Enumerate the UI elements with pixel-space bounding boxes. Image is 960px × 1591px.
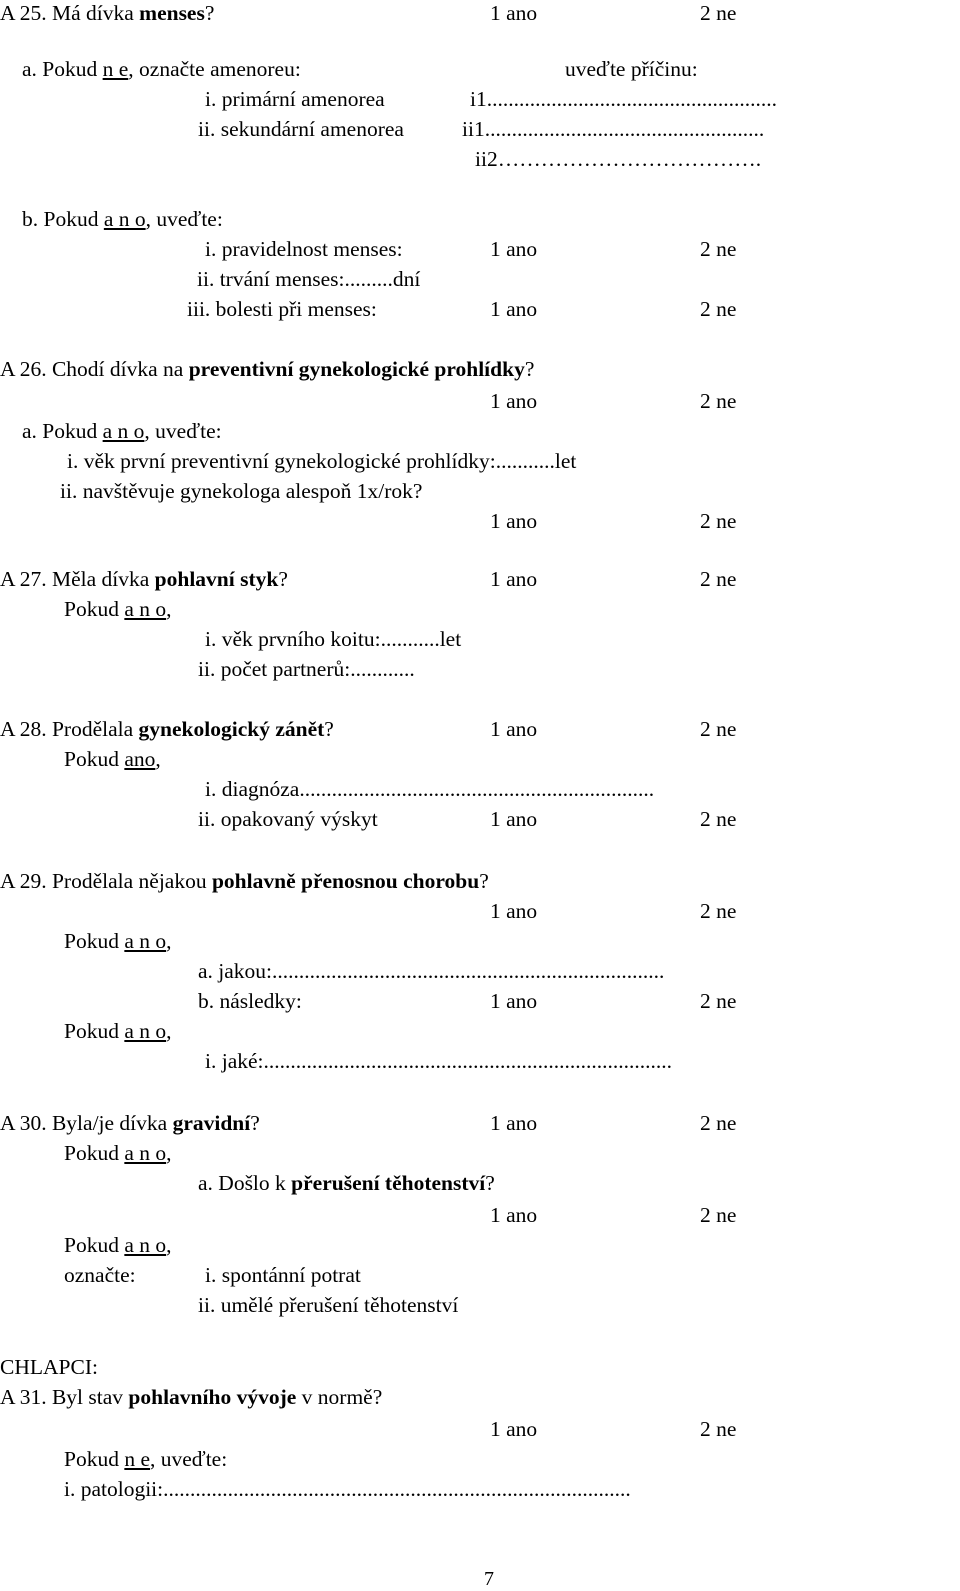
question-text: A 28. Prodělala	[0, 717, 139, 741]
option-no[interactable]: 2 ne	[700, 1417, 737, 1441]
item-yearly-visit: ii. navštěvuje gynekologa alespoň 1x/rok?	[60, 479, 423, 503]
underlined-answer: a n o	[103, 207, 146, 231]
option-no[interactable]: 2 ne	[700, 1, 737, 25]
option-no[interactable]: 2 ne	[700, 567, 737, 591]
sub-question	[64, 1140, 172, 1166]
label: , označte amenoreu:	[128, 57, 301, 81]
question-a26	[0, 356, 534, 382]
question-a31	[0, 1384, 382, 1410]
option-yes[interactable]: 1 ano	[490, 1203, 538, 1227]
option-no[interactable]: 2 ne	[700, 297, 737, 321]
item-consequences: b. následky:	[198, 989, 302, 1013]
question-text: ?	[250, 1111, 260, 1135]
question-a28	[0, 716, 334, 742]
underlined-answer: a n o	[124, 929, 167, 953]
underlined-answer: a n o	[124, 1141, 167, 1165]
item-diagnosis[interactable]: i. diagnóza..................................................................	[205, 777, 655, 801]
underlined-answer: n e	[102, 57, 129, 81]
option-no[interactable]: 2 ne	[700, 989, 737, 1013]
option-spontaneous-abortion[interactable]: i. spontánní potrat	[205, 1263, 361, 1287]
sub-question	[64, 928, 172, 954]
item-duration[interactable]: ii. trvání menses:.........dní	[197, 267, 421, 291]
underlined-answer: a n o	[102, 419, 145, 443]
item-partner-count[interactable]: ii. počet partnerů:............	[198, 657, 415, 681]
fill-line[interactable]: ii1....................................................	[462, 117, 765, 141]
option-no[interactable]: 2 ne	[700, 509, 737, 533]
sub-question	[64, 1446, 227, 1472]
question-text: ?	[324, 717, 334, 741]
label: , uveďte:	[145, 207, 223, 231]
question-keyword: menses	[139, 1, 205, 25]
option-no[interactable]: 2 ne	[700, 1111, 737, 1135]
label: , uveďte:	[150, 1447, 228, 1471]
item-what[interactable]: i. jaké:............................................................................	[205, 1049, 673, 1073]
question-text: A 27. Měla dívka	[0, 567, 155, 591]
label: Pokud	[64, 929, 125, 953]
option-yes[interactable]: 1 ano	[490, 567, 538, 591]
question-a29	[0, 868, 489, 894]
question-text: ?	[204, 1, 215, 25]
label: a. Pokud	[22, 57, 103, 81]
question-keyword: gynekologický zánět	[138, 717, 325, 741]
item-pathology[interactable]: i. patologii:.......................................................................................	[64, 1477, 631, 1501]
option-induced-abortion[interactable]: ii. umělé přerušení těhotenství	[198, 1293, 459, 1317]
question-text: A 26. Chodí dívka na	[0, 357, 189, 381]
label: ,	[155, 747, 161, 771]
option-yes[interactable]: 1 ano	[490, 1111, 538, 1135]
sub-question	[22, 206, 223, 232]
question-text: ?	[278, 567, 288, 591]
question-keyword: pohlavního vývoje	[128, 1385, 297, 1409]
question-keyword: přerušení těhotenství	[291, 1171, 486, 1195]
label: Pokud	[64, 1019, 125, 1043]
label: Pokud	[64, 747, 125, 771]
item-regularity: i. pravidelnost menses:	[205, 237, 403, 261]
question-text: v normě?	[296, 1385, 383, 1409]
cause-label: uveďte příčinu:	[565, 57, 698, 81]
fill-line[interactable]: i1......................................................	[470, 87, 777, 111]
sub-question	[64, 746, 161, 772]
label: , uveďte:	[144, 419, 222, 443]
section-heading-boys: CHLAPCI:	[0, 1355, 98, 1379]
sub-question	[64, 1232, 172, 1258]
option-no[interactable]: 2 ne	[700, 389, 737, 413]
option-no[interactable]: 2 ne	[700, 807, 737, 831]
underlined-answer: n e	[124, 1447, 151, 1471]
label: ,	[166, 1019, 172, 1043]
option-no[interactable]: 2 ne	[700, 717, 737, 741]
label: a. Pokud	[22, 419, 103, 443]
underlined-answer: a n o	[124, 597, 167, 621]
question-keyword: pohlavně přenosnou chorobu	[211, 869, 480, 893]
question-text: A 29. Prodělala nějakou	[0, 869, 212, 893]
question-keyword: preventivní gynekologické prohlídky	[188, 357, 525, 381]
mark-label: označte:	[64, 1263, 136, 1287]
label: Pokud	[64, 597, 125, 621]
item-pain: iii. bolesti při menses:	[187, 297, 377, 321]
question-a25	[0, 0, 214, 26]
question-text: A 25. Má dívka	[0, 1, 140, 25]
item-recurrence: ii. opakovaný výskyt	[198, 807, 378, 831]
sub-question	[22, 56, 301, 82]
sub-question	[22, 418, 222, 444]
underlined-answer: ano	[124, 747, 156, 771]
option-yes[interactable]: 1 ano	[490, 1, 538, 25]
label: b. Pokud	[22, 207, 104, 231]
option-yes[interactable]: 1 ano	[490, 509, 538, 533]
option-yes[interactable]: 1 ano	[490, 237, 538, 261]
question-keyword: pohlavní styk	[154, 567, 279, 591]
option-yes[interactable]: 1 ano	[490, 989, 538, 1013]
option-no[interactable]: 2 ne	[700, 899, 737, 923]
sub-question	[64, 596, 172, 622]
option-yes[interactable]: 1 ano	[490, 297, 538, 321]
question-a27	[0, 566, 288, 592]
option-secondary-amenorrhea[interactable]: ii. sekundární amenorea	[198, 117, 404, 141]
option-no[interactable]: 2 ne	[700, 237, 737, 261]
underlined-answer: a n o	[124, 1233, 167, 1257]
option-yes[interactable]: 1 ano	[490, 807, 538, 831]
question-text: ?	[479, 869, 489, 893]
option-yes[interactable]: 1 ano	[490, 1417, 538, 1441]
sub-question	[64, 1018, 172, 1044]
question-text: ?	[485, 1171, 495, 1195]
item-age-first-coitus[interactable]: i. věk prvního koitu:...........let	[205, 627, 462, 651]
option-yes[interactable]: 1 ano	[490, 899, 538, 923]
item-which[interactable]: a. jakou:.........................................................................	[198, 959, 665, 983]
label: Pokud	[64, 1447, 125, 1471]
fill-line[interactable]: ii2……………………………….	[475, 147, 762, 171]
label: ,	[166, 1233, 172, 1257]
underlined-answer: a n o	[124, 1019, 167, 1043]
question-text: ?	[524, 357, 535, 381]
label: Pokud	[64, 1141, 125, 1165]
question-text: a. Došlo k	[198, 1171, 292, 1195]
option-yes[interactable]: 1 ano	[490, 717, 538, 741]
option-no[interactable]: 2 ne	[700, 1203, 737, 1227]
item-age-first-exam[interactable]: i. věk první preventivní gynekologické prohlídky:...........let	[67, 449, 577, 473]
label: Pokud	[64, 1233, 125, 1257]
label: ,	[166, 1141, 172, 1165]
label: ,	[166, 597, 172, 621]
item-termination	[198, 1170, 495, 1196]
label: ,	[166, 929, 172, 953]
option-primary-amenorrhea[interactable]: i. primární amenorea	[205, 87, 385, 111]
question-text: A 30. Byla/je dívka	[0, 1111, 173, 1135]
question-a30	[0, 1110, 260, 1136]
question-keyword: gravidní	[172, 1111, 251, 1135]
option-yes[interactable]: 1 ano	[490, 389, 538, 413]
question-text: A 31. Byl stav	[0, 1385, 129, 1409]
page-number: 7	[484, 1568, 494, 1590]
